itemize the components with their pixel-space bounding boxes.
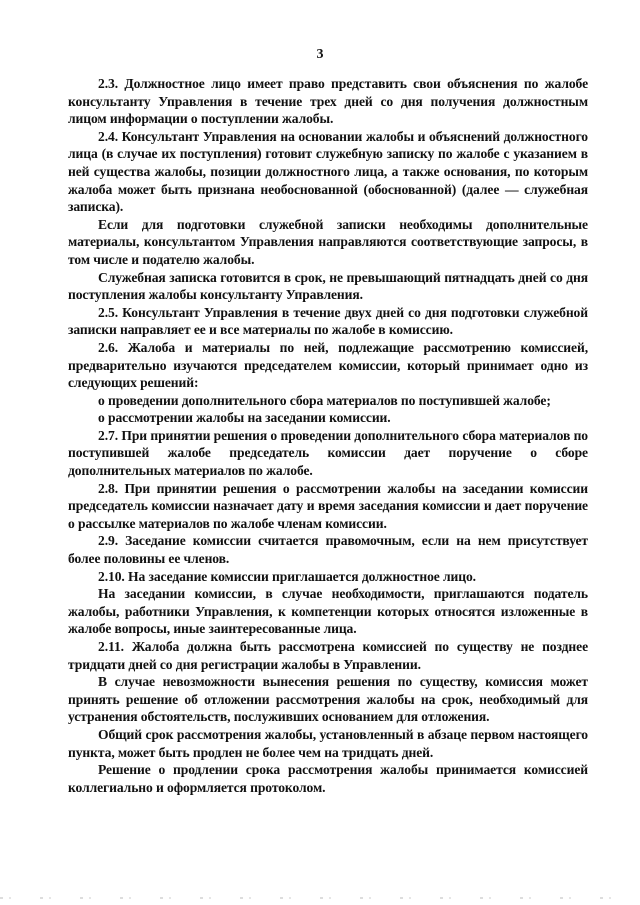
decision-option-additional-collection: о проведении дополнительного сбора материалов по поступившей жалобе; <box>98 392 551 408</box>
paragraph-2-5: 2.5. Консультант Управления в течение двух дней со дня подготовки служебной записки направляет ее и все материалы по жалобе в комиссию. <box>68 304 588 338</box>
paragraph-2-6: 2.6. Жалоба и материалы по ней, подлежащие рассмотрению комиссией, предварительно изучаются председателем комиссии, который принимает одно из следующих решений: <box>68 339 588 391</box>
document-body <box>68 75 588 796</box>
paragraph-total-term: Общий срок рассмотрения жалобы, установленный в абзаце первом настоящего пункта, может быть продлен не более чем на тридцать дней. <box>68 726 588 760</box>
paragraph-memo-deadline: Служебная записка готовится в срок, не превышающий пятнадцать дней со дня поступления жалобы консультанту Управления. <box>68 269 588 303</box>
decision-option-meeting: о рассмотрении жалобы на заседании комиссии. <box>98 410 391 426</box>
paragraph-2-4: 2.4. Консультант Управления на основании жалобы и объяснений должностного лица (в случае их поступления) готовит служебную записку по жалобе с указанием в ней существа жалобы, позиции должностного лица, а также основания, по которым жалоба может быть признана необоснованной (обоснованной) (далее — служебная записка). <box>68 128 588 215</box>
paragraph-2-7: 2.7. При принятии решения о проведении дополнительного сбора материалов по поступившей жалобе председатель комиссии дает поручение о сборе дополнительных материалов по жалобе. <box>68 427 588 479</box>
scan-edge-artifact <box>0 897 640 899</box>
page-number: 3 <box>316 47 324 62</box>
paragraph-extension-decision: Решение о продлении срока рассмотрения жалобы принимается комиссией коллегиально и оформляется протоколом. <box>68 762 588 795</box>
paragraph-2-8: 2.8. При принятии решения о рассмотрении жалобы на заседании комиссии председатель комиссии назначает дату и время заседания комиссии и дает поручение о рассылке материалов по жалобе членам комиссии. <box>68 480 588 531</box>
paragraph-additional-materials: Если для подготовки служебной записки необходимы дополнительные материалы, консультантом Управления направляются соответствующие запросы, в том числе и подателю жалобы. <box>68 216 588 267</box>
paragraph-2-10: 2.10. На заседание комиссии приглашается должностное лицо. <box>98 568 476 584</box>
paragraph-postponement: В случае невозможности вынесения решения по существу, комиссия может принять решение об отложении рассмотрения жалобы на срок, необходимый для устранения обстоятельств, послуживших основанием для отложения. <box>68 674 588 725</box>
paragraph-2-9: 2.9. Заседание комиссии считается правомочным, если на нем присутствует более половины ее членов. <box>68 533 588 567</box>
paragraph-invited-persons: На заседании комиссии, в случае необходимости, приглашаются податель жалобы, работники Управления, к компетенции которых относятся изложенные в жалобе вопросы, иные заинтересованные лица. <box>68 586 588 637</box>
paragraph-2-11: 2.11. Жалоба должна быть рассмотрена комиссией по существу не позднее тридцати дней со дня регистрации жалобы в Управлении. <box>68 639 588 672</box>
paragraph-2-3: 2.3. Должностное лицо имеет право представить свои объяснения по жалобе консультанту Управления в течение трех дней со дня получения должностным лицом информации о поступлении жалобы. <box>68 76 588 127</box>
